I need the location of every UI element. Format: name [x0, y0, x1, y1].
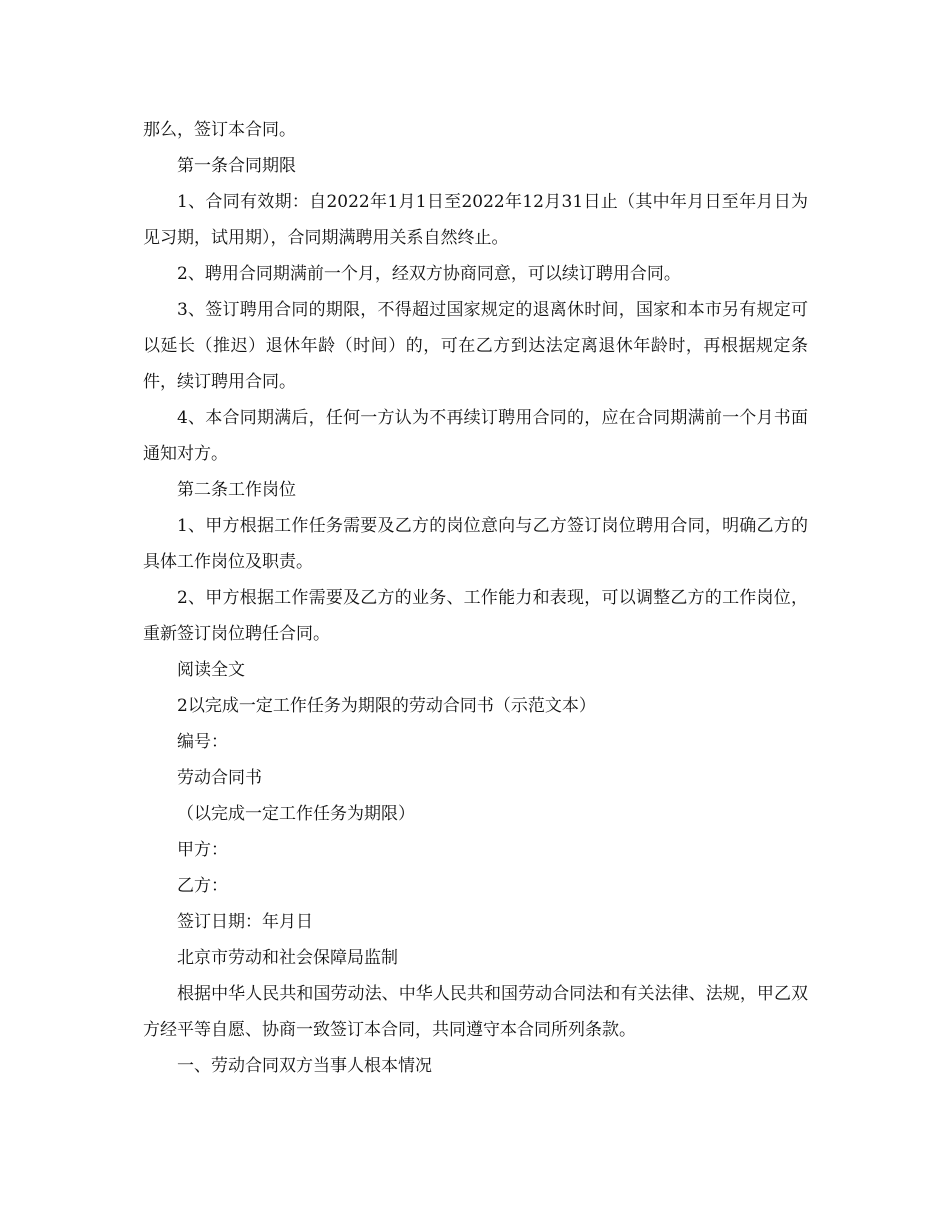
field-party-b: 乙方：: [177, 876, 228, 896]
issuing-authority: 北京市劳动和社会保障局监制: [177, 948, 398, 968]
paragraph-term-renewal: 2、聘用合同期满前一个月，经双方协商同意，可以续订聘用合同。: [177, 264, 681, 284]
field-party-a: 甲方：: [177, 840, 228, 860]
document-title-sample-contract: 2以完成一定工作任务为期限的劳动合同书（示范文本）: [177, 696, 596, 716]
section-heading-parties-info: 一、劳动合同双方当事人根本情况: [177, 1056, 432, 1076]
paragraph-intro-ending: 那么，签订本合同。: [143, 120, 296, 140]
read-full-text-link[interactable]: 阅读全文: [177, 660, 245, 680]
paragraph-term-notice: 4、本合同期满后，任何一方认为不再续订聘用合同的，应在合同期满前一个月书面通知对方。: [143, 408, 808, 464]
paragraph-position-assignment: 1、甲方根据工作任务需要及乙方的岗位意向与乙方签订岗位聘用合同，明确乙方的具体工作岗位及职责。: [143, 516, 808, 572]
field-signing-date: 签订日期：年月日: [177, 912, 313, 932]
contract-title: 劳动合同书: [177, 768, 262, 788]
section-heading-job-position: 第二条工作岗位: [177, 480, 296, 500]
paragraph-legal-basis: 根据中华人民共和国劳动法、中华人民共和国劳动合同法和有关法律、法规，甲乙双方经平等自愿、协商一致签订本合同，共同遵守本合同所列条款。: [143, 984, 808, 1040]
paragraph-position-adjustment: 2、甲方根据工作需要及乙方的业务、工作能力和表现，可以调整乙方的工作岗位，重新签订岗位聘任合同。: [143, 588, 808, 644]
paragraph-term-limit: 3、签订聘用合同的期限，不得超过国家规定的退离休时间，国家和本市另有规定可以延长（推迟）退休年龄（时间）的，可在乙方到达法定离退休年龄时，再根据规定条件，续订聘用合同。: [143, 300, 808, 392]
document-page: [143, 112, 808, 1084]
paragraph-term-validity: 1、合同有效期：自2022年1月1日至2022年12月31日止（其中年月日至年月日为见习期，试用期），合同期满聘用关系自然终止。: [143, 192, 808, 248]
field-contract-number: 编号：: [177, 732, 228, 752]
contract-subtitle: （以完成一定工作任务为期限）: [177, 804, 415, 824]
section-heading-contract-term: 第一条合同期限: [177, 156, 296, 176]
